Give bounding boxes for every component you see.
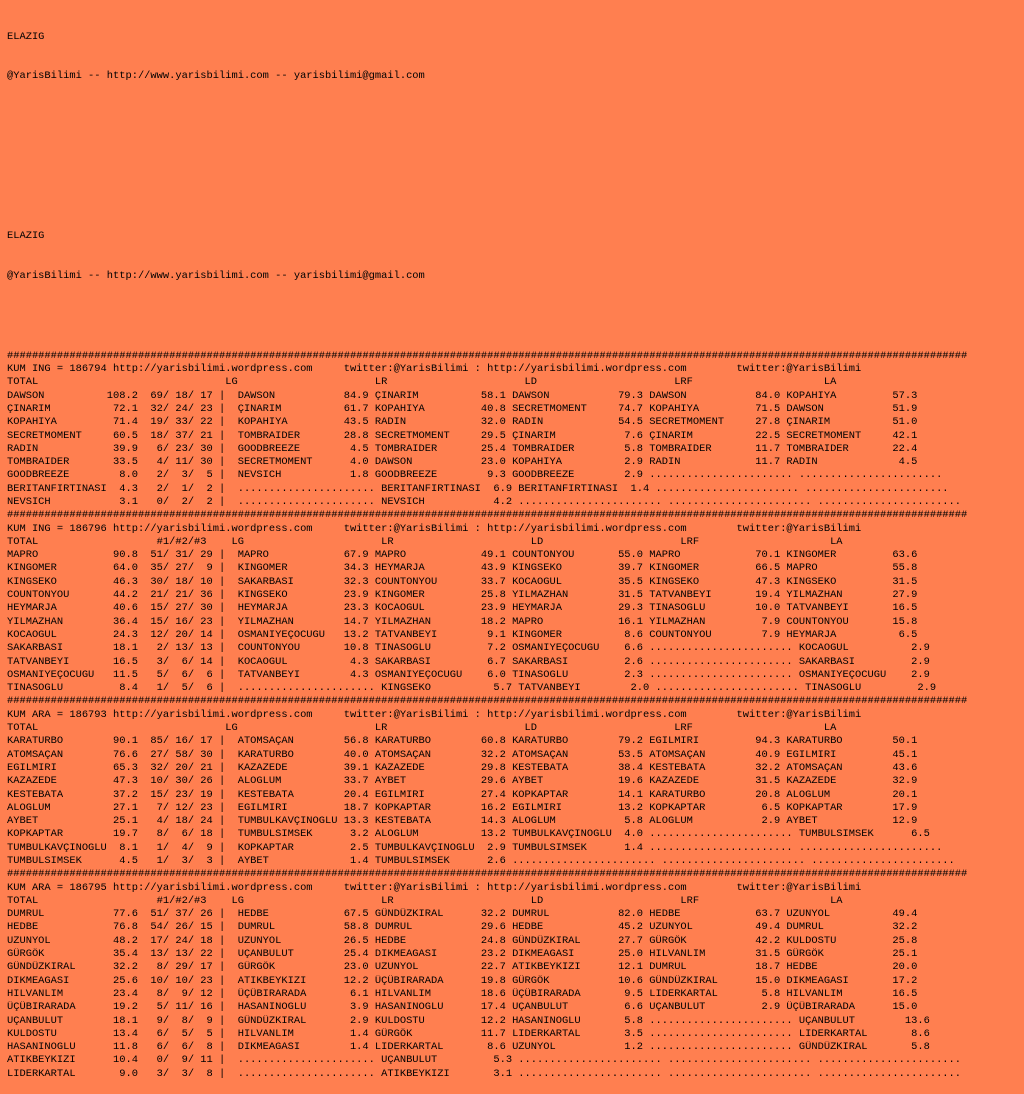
result-row: OSMANIYEÇOCUGU 11.5 5/ 6/ 6 | TATVANBEYI 4.3 OSMANIYEÇOCUGU 6.0 TINASOGLU 2.3 ....................... OSMANIYEÇOCUGU 2.9 bbox=[7, 668, 930, 681]
result-row: SECRETMOMENT 60.5 18/ 37/ 21 | TOMBRAIDER 28.8 SECRETMOMENT 29.5 ÇINARIM 7.6 ÇINARIM 22.5 SECRETMOMENT 42.1 bbox=[7, 429, 918, 442]
result-row: YILMAZHAN 36.4 15/ 16/ 23 | YILMAZHAN 14.7 YILMAZHAN 18.2 MAPRO 16.1 YILMAZHAN 7.9 COUNTONYOU 15.8 bbox=[7, 615, 918, 628]
result-row: KULDOSTU 13.4 6/ 5/ 5 | HILVANLIM 1.4 GÜRGÖK 11.7 LIDERKARTAL 3.5 ....................... LIDERKARTAL 8.6 bbox=[7, 1027, 930, 1040]
result-row: GOODBREEZE 8.0 2/ 3/ 5 | NEVSICH 1.8 GOODBREEZE 9.3 GOODBREEZE 2.9 ....................... ....................... bbox=[7, 469, 943, 482]
result-row: HASANINOGLU 11.8 6/ 6/ 8 | DIKMEAGASI 1.4 LIDERKARTAL 8.6 UZUNYOL 1.2 ....................... GÜNDÜZKIRAL 5.8 bbox=[7, 1041, 930, 1054]
column-header-line: TOTAL #1/#2/#3 LG LR LD LRF LA bbox=[7, 535, 843, 548]
page-title: ELAZIG bbox=[7, 30, 45, 43]
race-block bbox=[7, 350, 1024, 510]
result-row: KOCAOGUL 24.3 12/ 20/ 14 | OSMANIYEÇOCUGU 13.2 TATVANBEYI 9.1 KINGOMER 8.6 COUNTONYOU 7.9 HEYMARJA 6.5 bbox=[7, 628, 918, 641]
spacer bbox=[7, 150, 1024, 163]
result-row: TINASOGLU 8.4 1/ 5/ 6 | ...................... KINGSEKO 5.7 TATVANBEYI 2.0 ....................... TINASOGLU 2.9 bbox=[7, 682, 937, 695]
result-row: KOPKAPTAR 19.7 8/ 6/ 18 | TUMBULSIMSEK 3.2 ALOGLUM 13.2 TUMBULKAVÇINOGLU 4.0 ....................... TUMBULSIMSEK 6.5 bbox=[7, 828, 930, 841]
result-row: KARATURBO 90.1 85/ 16/ 17 | ATOMSAÇAN 56.8 KARATURBO 60.8 KARATURBO 79.2 EGILMIRI 94.3 KARATURBO 50.1 bbox=[7, 735, 918, 748]
race-header-line: KUM ING = 186796 http://yarisbilimi.wordpress.com twitter:@YarisBilimi : http://yarisbilimi.wordpress.com twitter:@YarisBilimi bbox=[7, 522, 862, 535]
separator-line: ########################################################################################################################################################## bbox=[7, 695, 968, 708]
result-row: GÜRGÖK 35.4 13/ 13/ 22 | UÇANBULUT 25.4 DIKMEAGASI 23.2 DIKMEAGASI 25.0 HILVANLIM 31.5 GÜRGÖK 25.1 bbox=[7, 948, 918, 961]
result-row: HEYMARJA 40.6 15/ 27/ 30 | HEYMARJA 23.3 KOCAOGUL 23.9 HEYMARJA 29.3 TINASOGLU 10.0 TATVANBEYI 16.5 bbox=[7, 602, 918, 615]
result-row: DIKMEAGASI 25.6 10/ 10/ 23 | ATIKBEYKIZI 12.2 ÜÇÜBIRARADA 19.8 GÜRGÖK 10.6 GÜNDÜZKIRAL 15.0 DIKMEAGASI 17.2 bbox=[7, 974, 918, 987]
result-row: ÜÇÜBIRARADA 19.2 5/ 11/ 16 | HASANINOGLU 3.9 HASANINOGLU 17.4 UÇANBULUT 6.6 UÇANBULUT 2.9 ÜÇÜBIRARADA 15.0 bbox=[7, 1001, 918, 1014]
separator-line: ########################################################################################################################################################## bbox=[7, 868, 968, 881]
result-row: KESTEBATA 37.2 15/ 23/ 19 | KESTEBATA 20.4 EGILMIRI 27.4 KOPKAPTAR 14.1 KARATURBO 20.8 ALOGLUM 20.1 bbox=[7, 788, 918, 801]
result-row: ATIKBEYKIZI 10.4 0/ 9/ 11 | ...................... UÇANBULUT 5.3 ....................... ....................... ....................... bbox=[7, 1054, 962, 1067]
result-row: AYBET 25.1 4/ 18/ 24 | TUMBULKAVÇINOGLU 13.3 KESTEBATA 14.3 ALOGLUM 5.8 ALOGLUM 2.9 AYBET 12.9 bbox=[7, 815, 918, 828]
result-row: EGILMIRI 65.3 32/ 20/ 21 | KAZAZEDE 39.1 KAZAZEDE 29.8 KESTEBATA 38.4 KESTEBATA 32.2 ATOMSAÇAN 43.6 bbox=[7, 761, 918, 774]
result-row: TUMBULKAVÇINOGLU 8.1 1/ 4/ 9 | KOPKAPTAR 2.5 TUMBULKAVÇINOGLU 2.9 TUMBULSIMSEK 1.4 ....................... ....................... bbox=[7, 841, 943, 854]
result-row: GÜNDÜZKIRAL 32.2 8/ 29/ 17 | GÜRGÖK 23.0 UZUNYOL 22.7 ATIKBEYKIZI 12.1 DUMRUL 18.7 HEDBE 20.0 bbox=[7, 961, 918, 974]
race-block bbox=[7, 509, 1024, 695]
race-block bbox=[7, 868, 1024, 1081]
race-header-line: KUM ARA = 186795 http://yarisbilimi.wordpress.com twitter:@YarisBilimi : http://yarisbilimi.wordpress.com twitter:@YarisBilimi bbox=[7, 881, 862, 894]
result-row: TOMBRAIDER 33.5 4/ 11/ 30 | SECRETMOMENT 4.0 DAWSON 23.0 KOPAHIYA 2.9 RADIN 11.7 RADIN 4.5 bbox=[7, 456, 918, 469]
column-header-line: TOTAL LG LR LD LRF LA bbox=[7, 722, 837, 735]
result-row: TATVANBEYI 16.5 3/ 6/ 14 | KOCAOGUL 4.3 SAKARBASI 6.7 SAKARBASI 2.6 ....................... SAKARBASI 2.9 bbox=[7, 655, 930, 668]
result-row: BERITANFIRTINASI 4.3 2/ 1/ 2 | ...................... BERITANFIRTINASI 6.9 BERITANFIRTINASI 1.4 ....................... ....................... bbox=[7, 482, 949, 495]
result-row: COUNTONYOU 44.2 21/ 21/ 36 | KINGSEKO 23.9 KINGOMER 25.8 YILMAZHAN 31.5 TATVANBEYI 19.4 YILMAZHAN 27.9 bbox=[7, 589, 918, 602]
result-row: DAWSON 108.2 69/ 18/ 17 | DAWSON 84.9 ÇINARIM 58.1 DAWSON 79.3 DAWSON 84.0 KOPAHIYA 57.3 bbox=[7, 389, 918, 402]
result-row: TUMBULSIMSEK 4.5 1/ 3/ 3 | AYBET 1.4 TUMBULSIMSEK 2.6 ....................... ....................... ....................... bbox=[7, 855, 955, 867]
result-row: ÇINARIM 72.1 32/ 24/ 23 | ÇINARIM 61.7 KOPAHIYA 40.8 SECRETMOMENT 74.7 KOPAHIYA 71.5 DAWSON 51.9 bbox=[7, 402, 918, 415]
spacer bbox=[7, 190, 1024, 203]
race-block bbox=[7, 695, 1024, 868]
column-header-line: TOTAL LG LR LD LRF LA bbox=[7, 376, 837, 389]
result-row: RADIN 39.9 6/ 23/ 30 | GOODBREEZE 4.5 TOMBRAIDER 25.4 TOMBRAIDER 5.8 TOMBRAIDER 11.7 TOMBRAIDER 22.4 bbox=[7, 442, 918, 455]
result-row: UÇANBULUT 18.1 9/ 8/ 9 | GÜNDÜZKIRAL 2.9 KULDOSTU 12.2 HASANINOGLU 5.8 ....................... UÇANBULUT 13.6 bbox=[7, 1014, 930, 1027]
race-blocks bbox=[7, 350, 1024, 1081]
result-row: KINGOMER 64.0 35/ 27/ 9 | KINGOMER 34.3 HEYMARJA 43.9 KINGSEKO 39.7 KINGOMER 66.5 MAPRO 55.8 bbox=[7, 562, 918, 575]
result-row: KAZAZEDE 47.3 10/ 30/ 26 | ALOGLUM 33.7 AYBET 29.6 AYBET 19.6 KAZAZEDE 31.5 KAZAZEDE 32.9 bbox=[7, 775, 918, 788]
column-header-line: TOTAL #1/#2/#3 LG LR LD LRF LA bbox=[7, 894, 843, 907]
credit-line: @YarisBilimi -- http://www.yarisbilimi.com -- yarisbilimi@gmail.com bbox=[7, 70, 425, 83]
result-row: ALOGLUM 27.1 7/ 12/ 23 | EGILMIRI 18.7 KOPKAPTAR 16.2 EGILMIRI 13.2 KOPKAPTAR 6.5 KOPKAPTAR 17.9 bbox=[7, 801, 918, 814]
race-header-line: KUM ING = 186794 http://yarisbilimi.wordpress.com twitter:@YarisBilimi : http://yarisbilimi.wordpress.com twitter:@YarisBilimi bbox=[7, 363, 862, 376]
result-row: UZUNYOL 48.2 17/ 24/ 18 | UZUNYOL 26.5 HEDBE 24.8 GÜNDÜZKIRAL 27.7 GÜRGÖK 42.2 KULDOSTU 25.8 bbox=[7, 934, 918, 947]
separator-line: ########################################################################################################################################################## bbox=[7, 509, 968, 522]
race-header-line: KUM ARA = 186793 http://yarisbilimi.wordpress.com twitter:@YarisBilimi : http://yarisbilimi.wordpress.com twitter:@YarisBilimi bbox=[7, 708, 862, 721]
result-row: LIDERKARTAL 9.0 3/ 3/ 8 | ...................... ATIKBEYKIZI 3.1 ....................... ....................... ....................... bbox=[7, 1067, 962, 1080]
credit-line-repeat: @YarisBilimi -- http://www.yarisbilimi.com -- yarisbilimi@gmail.com bbox=[7, 269, 425, 282]
result-row: ATOMSAÇAN 76.6 27/ 58/ 30 | KARATURBO 40.0 ATOMSAÇAN 32.2 ATOMSAÇAN 53.5 ATOMSAÇAN 40.9 EGILMIRI 45.1 bbox=[7, 748, 918, 761]
separator-line: ########################################################################################################################################################## bbox=[7, 349, 968, 362]
result-row: HILVANLIM 23.4 8/ 9/ 12 | ÜÇÜBIRARADA 6.1 HILVANLIM 18.6 ÜÇÜBIRARADA 9.5 LIDERKARTAL 5.8 HILVANLIM 16.5 bbox=[7, 987, 918, 1000]
result-row: NEVSICH 3.1 0/ 2/ 2 | ...................... NEVSICH 4.2 ....................... ....................... ....................... bbox=[7, 495, 962, 508]
result-row: MAPRO 90.8 51/ 31/ 29 | MAPRO 67.9 MAPRO 49.1 COUNTONYOU 55.0 MAPRO 70.1 KINGOMER 63.6 bbox=[7, 549, 918, 562]
result-row: HEDBE 76.8 54/ 26/ 15 | DUMRUL 58.8 DUMRUL 29.6 HEDBE 45.2 UZUNYOL 49.4 DUMRUL 32.2 bbox=[7, 921, 918, 934]
spacer bbox=[7, 310, 1024, 323]
page-title-repeat: ELAZIG bbox=[7, 230, 45, 243]
result-row: SAKARBASI 18.1 2/ 13/ 13 | COUNTONYOU 10.8 TINASOGLU 7.2 OSMANIYEÇOCUGU 6.6 ....................... KOCAOGUL 2.9 bbox=[7, 642, 930, 655]
result-row: KOPAHIYA 71.4 19/ 33/ 22 | KOPAHIYA 43.5 RADIN 32.0 RADIN 54.5 SECRETMOMENT 27.8 ÇINARIM 51.0 bbox=[7, 416, 918, 429]
result-row: DUMRUL 77.6 51/ 37/ 26 | HEDBE 67.5 GÜNDÜZKIRAL 32.2 DUMRUL 82.0 HEDBE 63.7 UZUNYOL 49.4 bbox=[7, 908, 918, 921]
spacer bbox=[7, 110, 1024, 123]
result-row: KINGSEKO 46.3 30/ 18/ 10 | SAKARBASI 32.3 COUNTONYOU 33.7 KOCAOGUL 35.5 KINGSEKO 47.3 KINGSEKO 31.5 bbox=[7, 575, 918, 588]
